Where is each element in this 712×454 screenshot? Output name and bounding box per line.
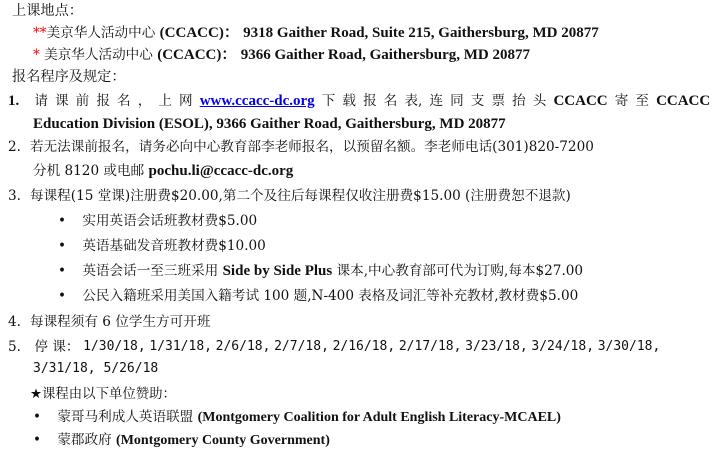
stop-date: 2/7/18,	[274, 339, 329, 354]
rule-4	[8, 311, 210, 333]
site-name: 美京华人活动中心	[46, 25, 156, 41]
stop-date: 3/23/18,	[465, 339, 528, 354]
stop-date: 1/31/18,	[149, 339, 212, 354]
sponsors-title: ★课程由以下单位赞助：	[30, 387, 176, 402]
sponsor-english-name: (Montgomery County Government)	[116, 433, 330, 448]
bullet-icon: •	[58, 238, 67, 254]
location-site-2	[33, 44, 530, 66]
contact-email: pochu.li@ccacc-dc.org	[148, 163, 294, 179]
site-marker: *	[33, 47, 40, 63]
stop-date: 3/30/18,	[597, 339, 661, 354]
site-name: 美京华人活动中心	[44, 47, 153, 63]
rule-number: 2.	[8, 139, 21, 155]
rule-number: 3.	[8, 188, 21, 204]
rule-3-line-1	[8, 185, 571, 207]
bullet-icon: •	[33, 409, 42, 425]
bullet-icon: •	[58, 288, 67, 304]
bullet-icon: •	[58, 213, 67, 229]
rule-1-justified-text: 请 课 前 报 名 ， 上 网 www.ccacc-dc.org 下 载 报 名 表, 连 同 支 票 抬 头 CCACC 寄 至 CCACC	[34, 90, 710, 112]
rule-text: 若无法课前报名，请务必向中心教育部李老师报名，以预留名额。李老师电话(301)820-7200	[30, 139, 594, 155]
stop-date: 2/17/18,	[398, 339, 462, 354]
bullet-icon: •	[58, 263, 67, 279]
rule-text: 每课程(15 堂课)注册费$20.00,第二个及往后每课程仅收注册费$15.00 (注册费恕不退款)	[30, 188, 571, 204]
registration-title: 报名程序及规定：	[12, 69, 126, 85]
sponsor-name: 蒙郡政府	[57, 432, 112, 448]
site-address: 9366 Gaither Road, Gaithersburg, MD 20877	[240, 47, 530, 63]
rule-2-line-2: 分机 8120 或电邮 pochu.li@ccacc-dc.org	[33, 163, 294, 179]
rule-text: 每课程须有 6 位学生方可开班	[30, 314, 211, 330]
stop-date: 1/30/18,	[83, 339, 146, 354]
fee-bullet-4: • 公民入籍班采用美国入籍考试 100 题,N-400 表格及词汇等补充教材,教材费$5.00	[58, 285, 578, 307]
registration-website-link[interactable]: www.ccacc-dc.org	[199, 93, 315, 109]
textbook-title: Side by Side Plus	[222, 263, 333, 279]
sponsor-name: 蒙哥马利成人英语联盟	[57, 409, 194, 425]
sponsor-1	[33, 406, 561, 429]
stop-date: 3/24/18,	[531, 339, 595, 354]
stop-dates-list	[34, 336, 660, 358]
sponsor-english-name: (Montgomery Coalition for Adult English Literacy-MCAEL)	[197, 410, 561, 425]
rule-2-line-1	[8, 136, 594, 158]
location-title: 上课地点：	[12, 3, 83, 19]
location-site-1	[33, 22, 599, 44]
fee-bullet-3: • 英语会话一至三班采用 Side by Side Plus 课本,中心教育部可代为订购,每本$27.00	[58, 260, 583, 282]
rule-number: 1.	[8, 93, 20, 109]
stop-date: 2/16/18,	[332, 339, 396, 354]
rule-number: 4.	[8, 314, 21, 330]
site-marker: **	[33, 25, 47, 41]
site-abbr: (CCACC)：	[159, 25, 239, 41]
rule-5-line-1	[8, 336, 660, 358]
stop-label: 停 课：	[34, 339, 80, 355]
fee-bullet-1: • 实用英语会话班教材费$5.00	[58, 210, 257, 232]
rule-5-line-2: 3/31/18, 5/26/18	[33, 361, 159, 376]
rule-number: 5.	[8, 339, 21, 355]
stop-date: 2/6/18,	[215, 339, 271, 354]
rule-1-line-1	[8, 90, 710, 112]
sponsor-2	[33, 429, 330, 452]
bullet-icon: •	[33, 432, 42, 448]
rule-1-line-2: Education Division (ESOL), 9366 Gaither Road, Gaithersburg, MD 20877	[33, 116, 506, 132]
site-abbr: (CCACC)：	[157, 47, 237, 63]
site-address: 9318 Gaither Road, Suite 215, Gaithersburg, MD 20877	[243, 25, 599, 41]
fee-bullet-2: • 英语基础发音班教材费$10.00	[58, 235, 266, 257]
